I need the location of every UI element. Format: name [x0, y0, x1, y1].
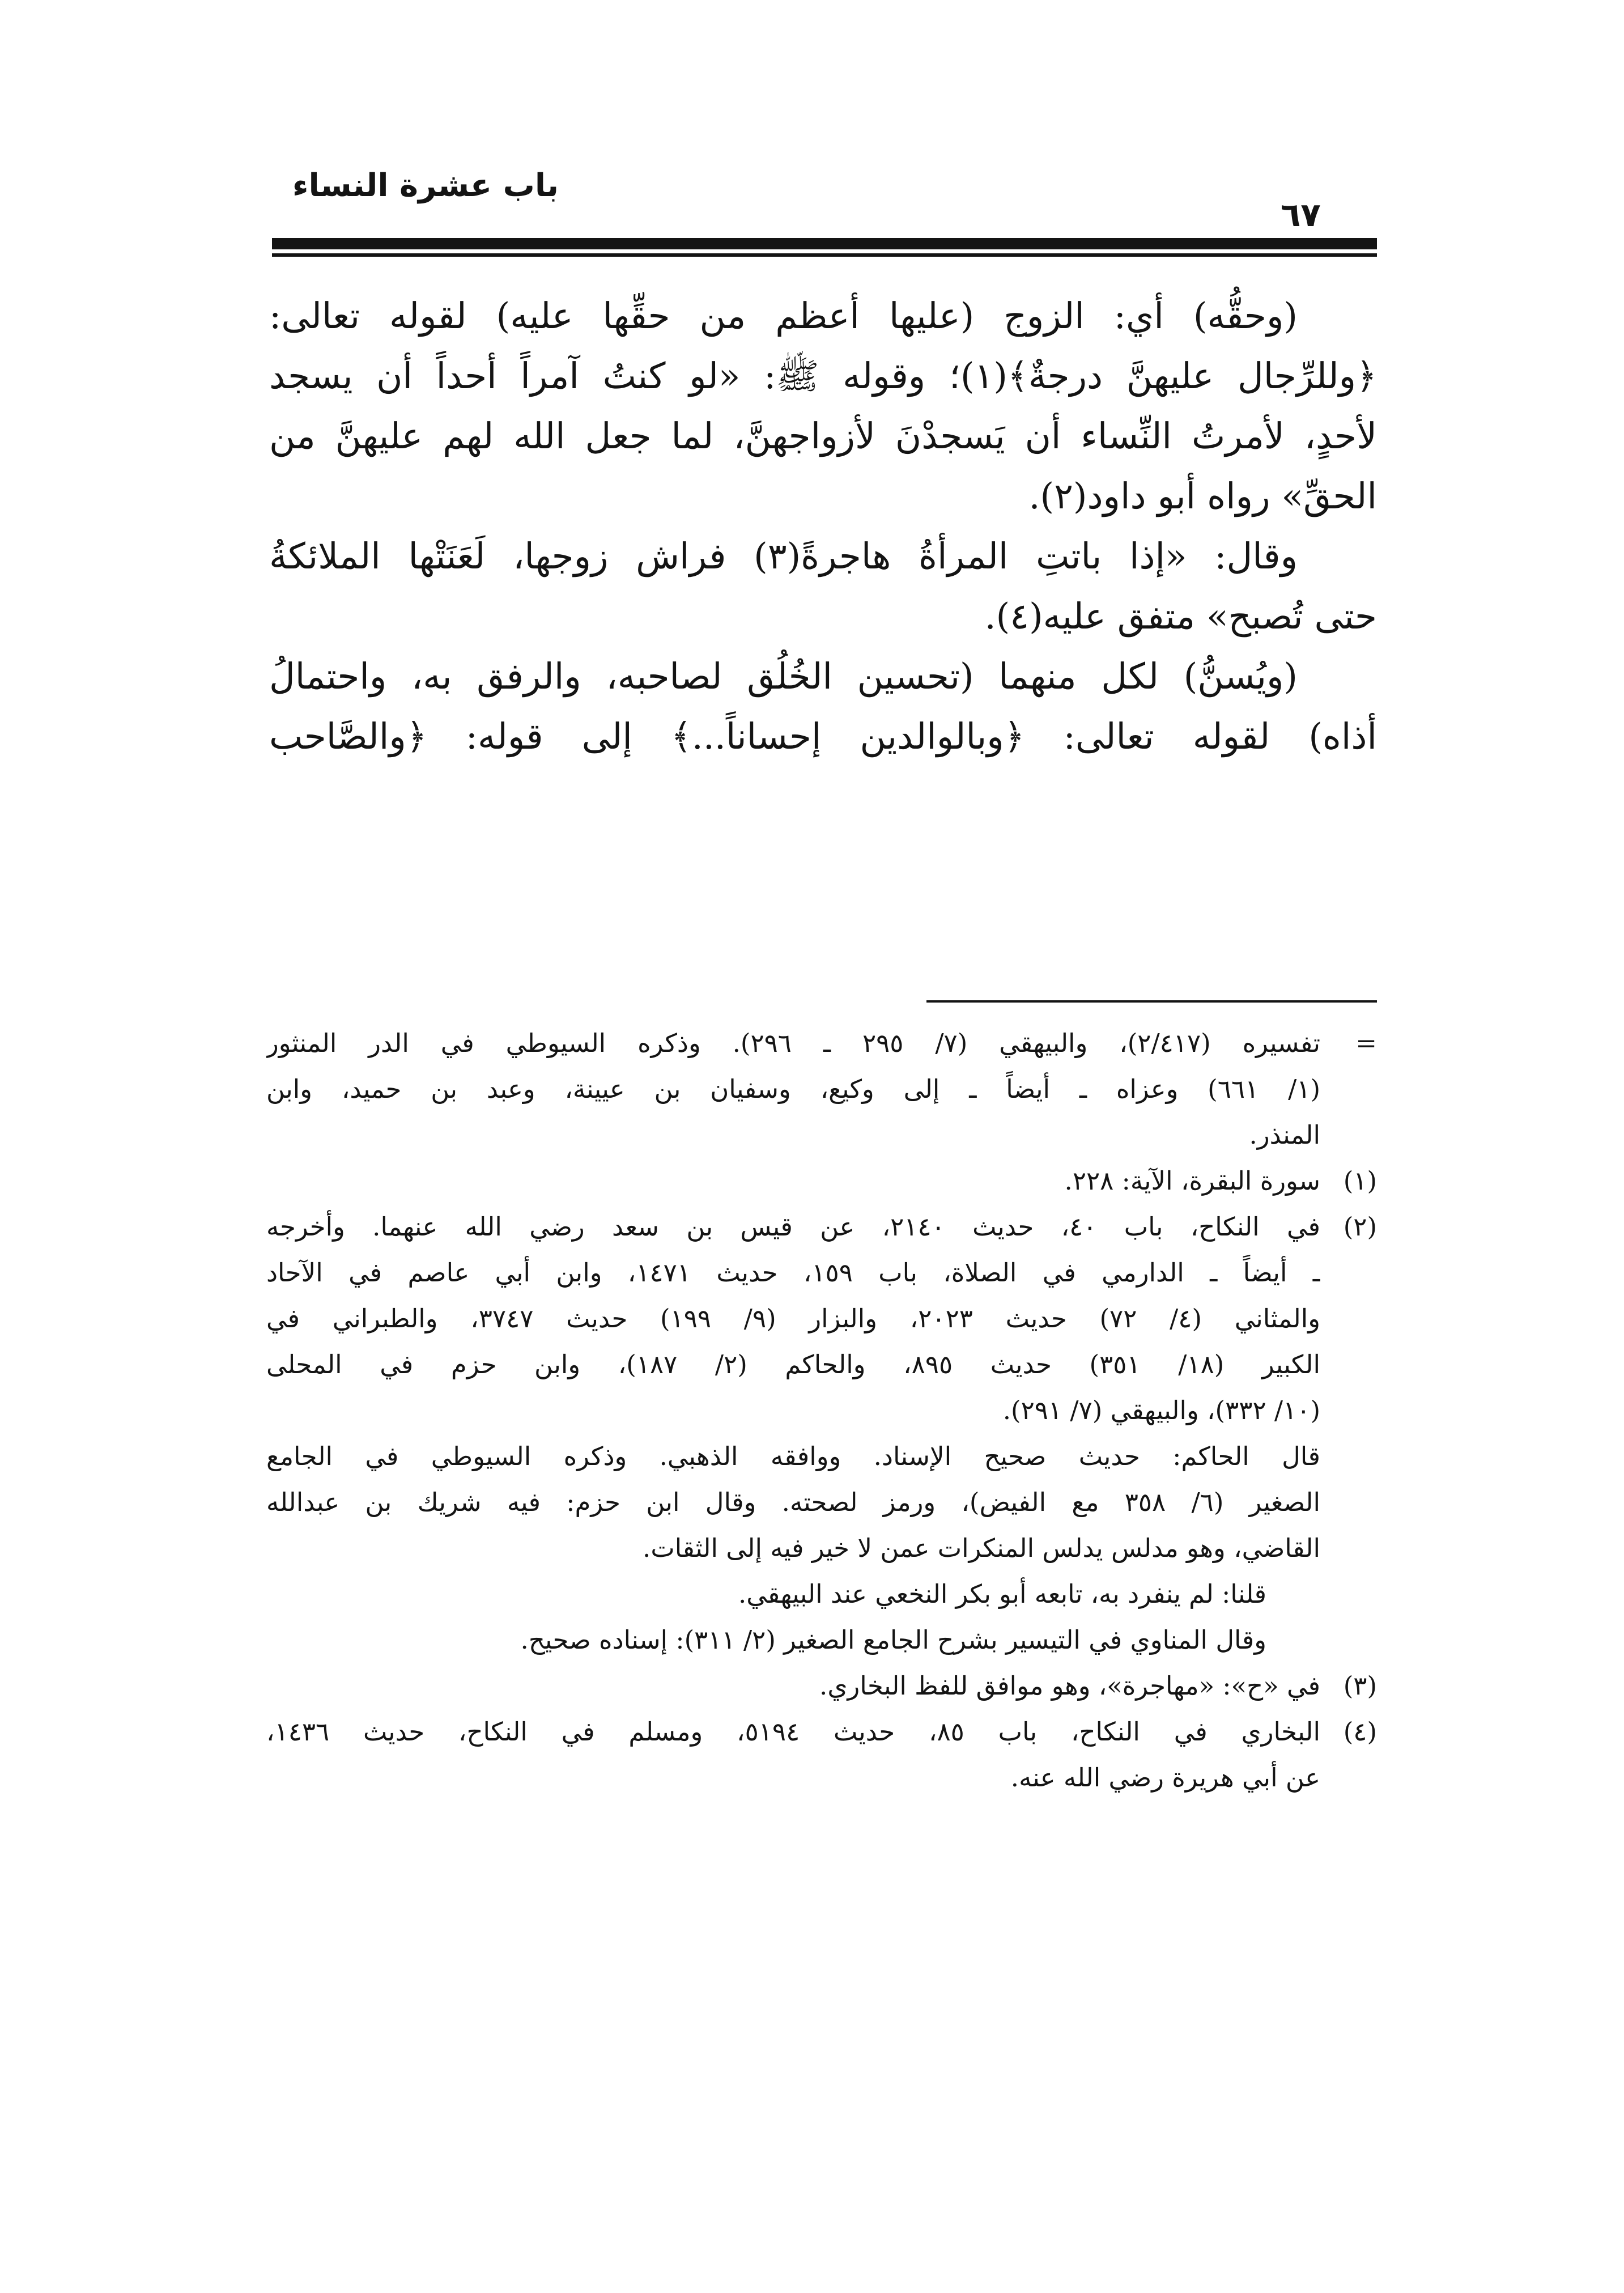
page-number: ٦٧: [1281, 196, 1321, 234]
main-text-line: ﴿وللرِّجال عليهنَّ درجةٌ﴾(١)؛ وقوله ﷺ: «لو كنتُ آمراً أحداً أن يسجد: [269, 355, 1377, 397]
footnote-4: [266, 1709, 1377, 1801]
footnotes: [266, 1020, 1377, 2040]
footnote-line: الكبير (١٨/ ٣٥١) حديث ٨٩٥، والحاكم (٢/ ١٨٧)، وابن حزم في المحلى: [266, 1349, 1320, 1379]
footnote-body: [266, 1663, 1320, 1709]
footnote-line: الصغير (٦/ ٣٥٨ مع الفيض)، ورمز لصحته. وقال ابن حزم: فيه شريك بن عبدالله: [266, 1487, 1320, 1517]
header-rule-thick: [272, 238, 1377, 249]
footnote-line: قلنا: لم ينفرد به، تابعه أبو بكر النخعي عند البيهقي.: [738, 1579, 1266, 1609]
main-text-line: وقال: «إذا باتتِ المرأةُ هاجرةً(٣) فراش زوجها، لَعَنَتْها الملائكةُ: [269, 536, 1298, 577]
footnote-line: البخاري في النكاح، باب ٨٥، حديث ٥١٩٤، ومسلم في النكاح، حديث ١٤٣٦،: [266, 1717, 1320, 1747]
footnote-line: عن أبي هريرة رضي الله عنه.: [1010, 1763, 1320, 1793]
footnote-mark: (١): [1343, 1166, 1377, 1196]
footnote-1: [266, 1158, 1377, 1204]
footnote-line: القاضي، وهو مدلس يدلس المنكرات عمن لا خير فيه إلى الثقات.: [643, 1533, 1320, 1563]
footnote-3: [266, 1663, 1377, 1709]
footnote-2-hakim: [266, 1433, 1320, 1571]
footnote-line: في النكاح، باب ٤٠، حديث ٢١٤٠، عن قيس بن سعد رضي الله عنهما. وأخرجه: [266, 1212, 1320, 1242]
footnote-body: [266, 1020, 1320, 1158]
footnote-separator: [926, 1000, 1377, 1003]
footnote-body: [266, 1204, 1320, 1433]
footnote-line: ـ أيضاً ـ الدارمي في الصلاة، باب ١٥٩، حديث ١٤٧١، وابن أبي عاصم في الآحاد: [266, 1258, 1320, 1288]
footnote-line: المنذر.: [1249, 1120, 1320, 1150]
header-rule-thin: [272, 253, 1377, 257]
footnote-2: [266, 1204, 1377, 1433]
footnote-mark: (٢): [1343, 1212, 1377, 1242]
main-text-line: لأحدٍ، لأمرتُ النِّساء أن يَسجدْنَ لأزواجهنَّ، لما جعل الله لهم عليهنَّ من: [269, 415, 1377, 457]
footnote-mark: =: [1355, 1028, 1377, 1058]
footnote-line: (١٠/ ٣٣٢)، والبيهقي (٧/ ٢٩١).: [1002, 1395, 1320, 1425]
footnote-body: [266, 1158, 1320, 1204]
main-text-line: (ويُسنُّ) لكل منهما (تحسين الخُلُق لصاحبه، والرفق به، واحتمالُ: [269, 656, 1298, 697]
footnote-line: قال الحاكم: حديث صحيح الإسناد. ووافقه الذهبي. وذكره السيوطي في الجامع: [266, 1441, 1320, 1471]
footnote-mark: (٤): [1343, 1717, 1377, 1747]
footnote-2-munawi: [266, 1617, 1320, 1663]
footnote-mark: (٣): [1343, 1671, 1377, 1701]
footnote-line: في «ح»: «مهاجرة»، وهو موافق للفظ البخاري.: [819, 1671, 1320, 1701]
footnote-line: سورة البقرة، الآية: ٢٢٨.: [1064, 1166, 1320, 1196]
footnote-line: (١/ ٦٦١) وعزاه ـ أيضاً ـ إلى وكيع، وسفيان بن عيينة، وعبد بن حميد، وابن: [266, 1074, 1320, 1104]
main-text-line: حتى تُصبح» متفق عليه(٤).: [984, 596, 1377, 637]
footnote-body: [266, 1709, 1320, 1801]
chapter-title: باب عشرة النساء: [292, 167, 559, 204]
footnote-line: تفسيره (٢/٤١٧)، والبيهقي (٧/ ٢٩٥ ـ ٢٩٦). وذكره السيوطي في الدر المنثور: [266, 1028, 1320, 1058]
main-text-line: أذاه) لقوله تعالى: ﴿وبالوالدين إحساناً...﴾ إلى قوله: ﴿والصَّاحب: [269, 716, 1377, 757]
footnote-line: والمثاني (٤/ ٧٢) حديث ٢٠٢٣، والبزار (٩/ ١٩٩) حديث ٣٧٤٧، والطبراني في: [266, 1303, 1320, 1334]
main-text-line: (وحقُّه) أي: الزوج (عليها أعظم من حقِّها عليه) لقوله تعالى:: [269, 295, 1298, 337]
footnote-continuation: [266, 1020, 1377, 1158]
footnote-2-qulna: [266, 1571, 1320, 1617]
main-text-line: الحقِّ» رواه أبو داود(٢).: [1028, 475, 1377, 517]
main-text: [269, 286, 1377, 912]
footnote-line: وقال المناوي في التيسير بشرح الجامع الصغير (٢/ ٣١١): إسناده صحيح.: [520, 1625, 1266, 1655]
